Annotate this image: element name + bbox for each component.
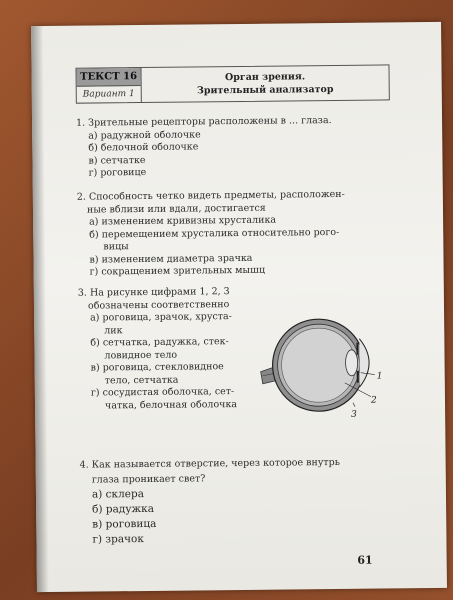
question-4-option-a: а) склера: [91, 488, 145, 501]
figure-label-2: 2: [370, 395, 377, 406]
question-3-option-c: в) роговица, стекловидное: [90, 361, 224, 374]
question-2-stem-line1: 2. Способность четко видеть предметы, расположен-: [76, 188, 345, 203]
figure-label-3: 3: [351, 409, 357, 420]
test-variant: Вариант 1: [82, 88, 135, 100]
question-4-option-c: в) роговица: [92, 517, 157, 531]
question-2-option-d: г) сокращением зрительных мышц: [89, 264, 266, 278]
question-2: [77, 188, 408, 279]
question-4-option-d: г) зрачок: [92, 533, 144, 546]
question-2-option-b-cont: вицы: [103, 241, 129, 253]
question-2-option-c: в) изменением диаметра зрачка: [89, 252, 253, 266]
question-2-stem-line2: ные вблизи или вдали, достигается: [86, 202, 266, 216]
question-1-option-c: в) сетчатке: [88, 154, 146, 167]
question-3-option-d-cont: чатка, белочная оболочка: [104, 398, 238, 411]
test-header: [75, 64, 389, 103]
page-number: 61: [357, 553, 373, 567]
question-1-option-d: г) роговице: [88, 166, 147, 179]
question-3-option-d: г) сосудистая оболочка, сет-: [90, 386, 235, 399]
test-code: ТЕКСТ 16: [76, 68, 140, 86]
question-2-option-b: б) перемещением хрусталика относительно рого-: [89, 226, 340, 241]
question-4-stem-line2: глаза проникает свет?: [91, 473, 206, 486]
test-title-line2: Зрительный анализатор: [196, 83, 334, 97]
question-3: [78, 286, 279, 413]
question-2-option-a: а) изменением кривизны хрусталика: [89, 214, 277, 228]
question-3-option-a-cont: лик: [104, 324, 123, 336]
question-4-option-b: б) радужка: [92, 502, 155, 516]
question-4: [80, 454, 411, 547]
question-3-option-c-cont: тело, сетчатка: [104, 374, 179, 386]
question-4-stem-line1: 4. Как называется отверстие, через которое внутрь: [79, 456, 340, 471]
question-3-option-a: а) роговица, зрачок, хруста-: [90, 311, 232, 324]
question-1: [76, 114, 397, 180]
question-1-option-a: а) радужной оболочке: [88, 128, 201, 142]
question-3-stem-line2: обозначены соответственно: [87, 298, 230, 312]
test-title-line1: Орган зрения.: [224, 71, 306, 84]
test-title: [141, 65, 388, 102]
question-3-stem-line1: 3. На рисунке цифрами 1, 2, 3: [77, 286, 230, 299]
worksheet-page: [31, 22, 447, 592]
question-1-option-b: б) белочной оболочке: [88, 141, 199, 154]
question-3-option-b-cont: ловидное тело: [104, 349, 178, 361]
question-3-option-b: б) сетчатка, радужка, стек-: [90, 336, 229, 349]
test-id-box: [76, 68, 141, 103]
eye-diagram: [256, 302, 385, 423]
question-1-stem: 1. Зрительные рецепторы расположены в ... глаза.: [76, 115, 332, 129]
eye-diagram-drawing: [260, 319, 375, 412]
figure-label-1: 1: [376, 371, 383, 382]
